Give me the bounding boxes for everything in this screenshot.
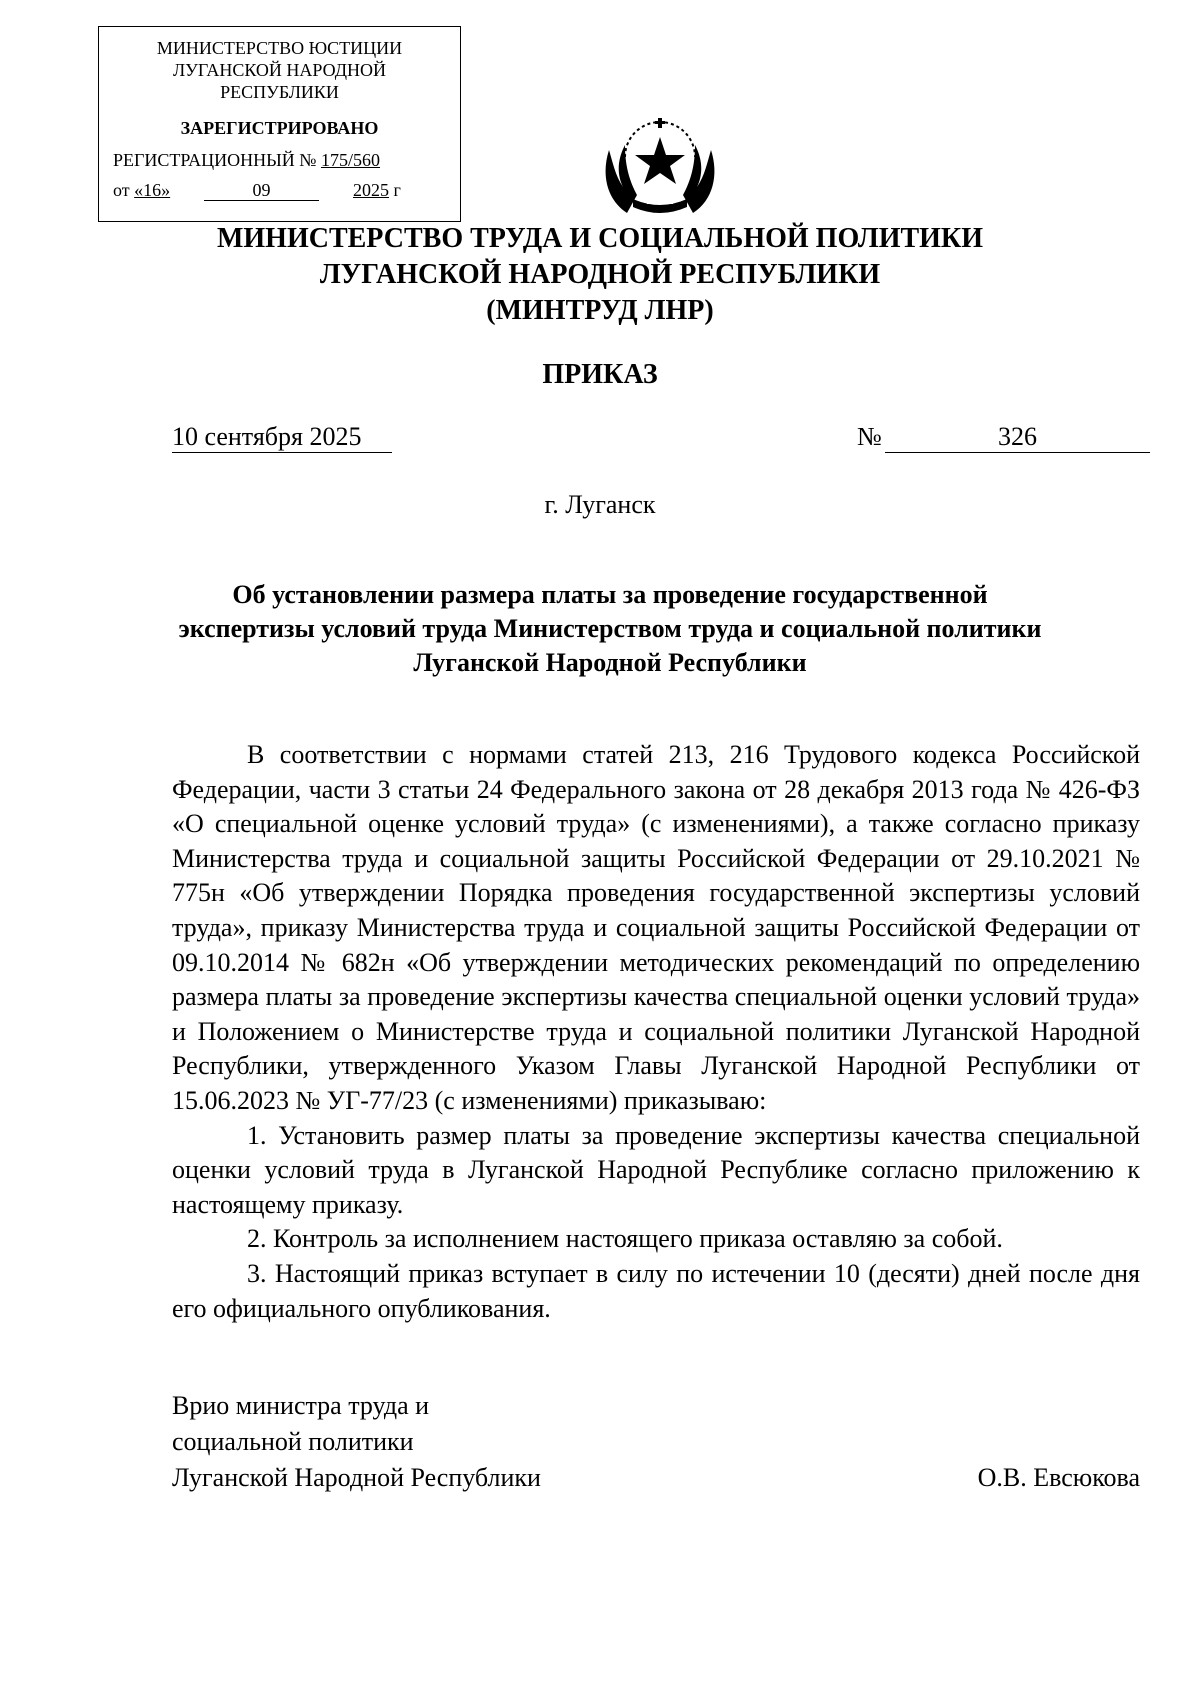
order-number: 326	[885, 422, 1150, 453]
order-title-line: Об установлении размера платы за проведение государственной	[232, 580, 988, 609]
ministry-abbreviation: (МИНТРУД ЛНР)	[486, 295, 714, 326]
signer-position-line: Луганской Народной Республики	[172, 1463, 541, 1492]
stamp-date-year: 2025	[353, 180, 389, 200]
signer-position-line: социальной политики	[172, 1427, 414, 1456]
signer-position	[172, 1388, 541, 1496]
order-title	[120, 578, 1100, 680]
order-date: 10 сентября 2025	[172, 422, 392, 453]
stamp-registration-number-line	[99, 149, 460, 171]
stamp-date-suffix: г	[393, 180, 401, 200]
order-title-line: Луганской Народной Республики	[413, 648, 807, 677]
signer-position-line: Врио министра труда и	[172, 1391, 430, 1420]
stamp-registration-date	[99, 179, 460, 201]
registration-stamp	[98, 26, 461, 222]
stamp-org-line: РЕСПУБЛИКИ	[220, 82, 339, 102]
signer-name: О.В. Евсюкова	[977, 1463, 1140, 1492]
stamp-date-month: 09	[204, 179, 319, 201]
stamp-date-year-group	[353, 179, 401, 201]
order-body	[172, 738, 1140, 1326]
stamp-org-line: ЛУГАНСКОЙ НАРОДНОЙ	[172, 60, 387, 80]
document-type: ПРИКАЗ	[542, 359, 658, 390]
stamp-registration-number: 175/560	[320, 150, 380, 170]
ministry-name-line: МИНИСТЕРСТВО ТРУДА И СОЦИАЛЬНОЙ ПОЛИТИКИ	[216, 223, 984, 254]
order-item: 1. Установить размер платы за проведение экспертизы качества специальной оценки условий труда в Луганской Народной Республике согласно приложению к настоящему приказу.	[172, 1120, 1140, 1219]
stamp-date-day: «16»	[134, 180, 171, 200]
order-item: 3. Настоящий приказ вступает в силу по истечении 10 (десяти) дней после дня его официального опубликования.	[172, 1258, 1140, 1323]
order-number-label: №	[857, 422, 882, 451]
ministry-name-line: ЛУГАНСКОЙ НАРОДНОЙ РЕСПУБЛИКИ	[319, 259, 881, 290]
stamp-date-prefix: от	[113, 180, 130, 200]
stamp-registered-label: ЗАРЕГИСТРИРОВАНО	[180, 118, 379, 138]
order-item: 2. Контроль за исполнением настоящего приказа оставляю за собой.	[247, 1224, 1003, 1254]
stamp-org-line: МИНИСТЕРСТВО ЮСТИЦИИ	[156, 38, 403, 58]
city: г. Луганск	[544, 490, 656, 519]
order-title-line: экспертизы условий труда Министерством труда и социальной политики	[178, 614, 1042, 643]
preamble-paragraph: В соответствии с нормами статей 213, 216 Трудового кодекса Российской Федерации, части 3 статьи 24 Федерального закона от 28 декабря 2013 года № 426-ФЗ «О специальной оценке условий труда» (с изменениями), а также согласно приказу Министерства труда и социальной защиты Российской Федерации от 29.10.2021 № 775н «Об утверждении Порядка проведения государственной экспертизы условий труда», приказу Министерства труда и социальной защиты Российской Федерации от 09.10.2014 № 682н «Об утверждении методических рекомендаций по определению размера платы за проведение экспертизы качества специальной оценки условий труда» и Положением о Министерстве труда и социальной политики Луганской Народной Республики, утвержденного Указом Главы Луганской Народной Республики от 15.06.2023 № УГ-77/23 (с изменениями) приказываю:	[172, 740, 1140, 1115]
stamp-registration-label: РЕГИСТРАЦИОННЫЙ №	[113, 150, 317, 170]
coat-of-arms-emblem	[597, 115, 723, 220]
stamp-organization	[99, 37, 460, 103]
